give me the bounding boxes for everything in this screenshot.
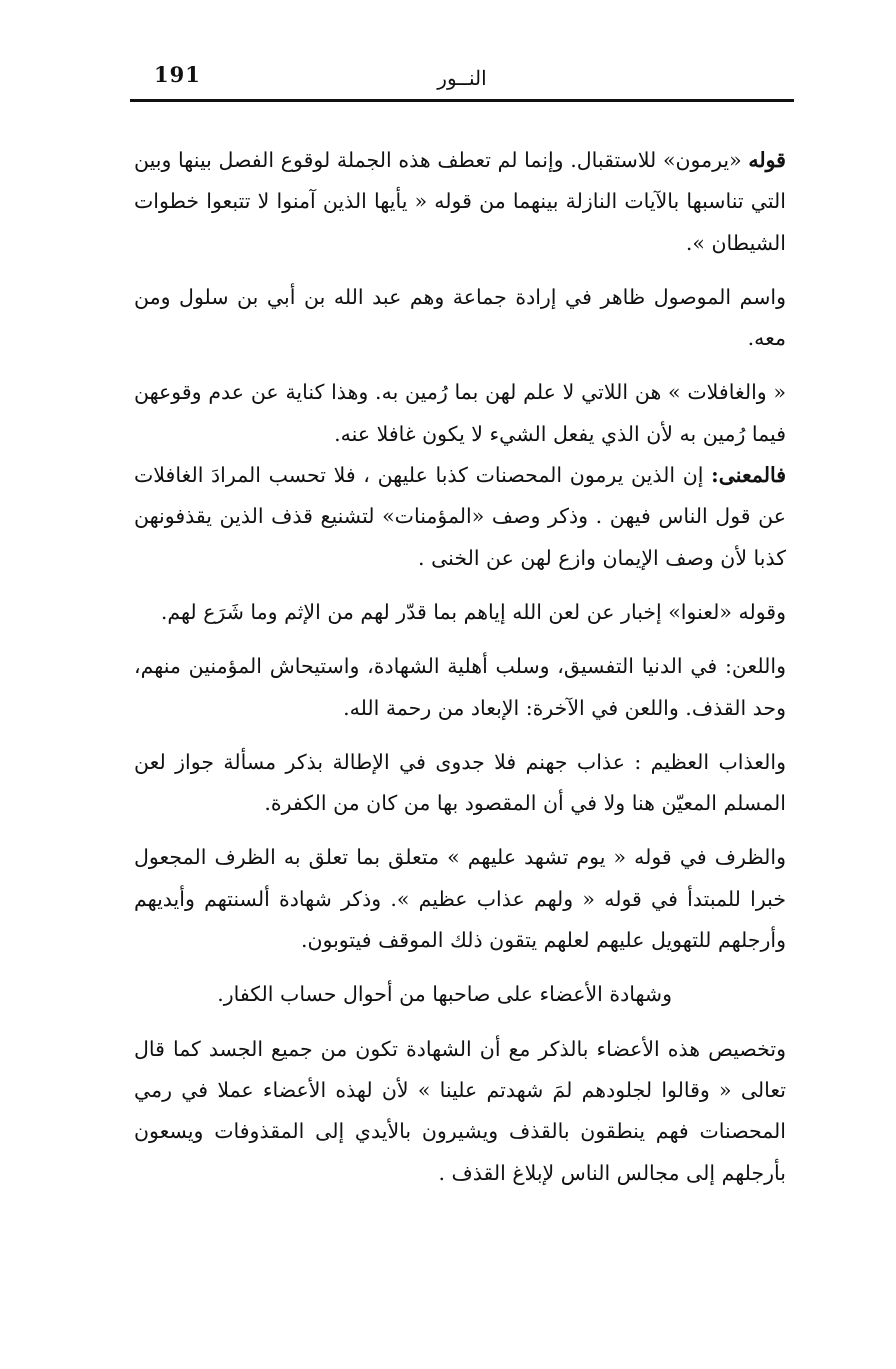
paragraph-text: وقوله «لعنوا» إخبار عن لعن الله إياهم بما قدّر لهم من الإثم وما شَرَع لهم.: [160, 599, 786, 624]
paragraph-text: وشهادة الأعضاء على صاحبها من أحوال حساب الكفار.: [217, 982, 672, 1007]
paragraph-text: والعذاب العظيم : عذاب جهنم فلا جدوى في الإطالة بذكر مسألة جواز لعن المسلم المعيّن هنا ولا في أن المقصود بها من كان من الكفرة.: [134, 749, 786, 816]
paragraph-3: [134, 372, 786, 455]
paragraph-2: [134, 277, 786, 360]
paragraph-text: إن الذين يرمون المحصنات كذبا عليهن ، فلا تحسب المرادَ الغافلات عن قول الناس فيهن . وذكر وصف «المؤمنات» لتشنيع قذف الذين يقذفونهن كذبا لأن وصف الإيمان وازع لهن عن الخنى .: [134, 463, 786, 570]
paragraph-6: [134, 646, 786, 729]
paragraph-10: [134, 1029, 786, 1194]
paragraph-8: [134, 837, 786, 961]
paragraph-text: « والغافلات » هن اللاتي لا علم لهن بما رُمين به. وهذا كناية عن عدم وقوعهن فيما رُمين به لأن الذي يفعل الشيء لا يكون غافلا عنه.: [134, 380, 786, 446]
paragraph-lead: قوله: [748, 148, 786, 172]
body-text: [134, 140, 786, 1207]
paragraph-text: والظرف في قوله « يوم تشهد عليهم » متعلق بما تعلق به الظرف المجعول خبرا للمبتدأ في قوله « ولهم عذاب عظيم ». وذكر شهادة ألسنتهم وأيديهم وأرجلهم للتهويل عليهم لعلهم يتقون ذلك الموقف فيتوبون.: [134, 845, 786, 953]
paragraph-lead: فالمعنى:: [711, 463, 786, 488]
paragraph-4: [134, 455, 786, 579]
header-rule: [130, 99, 794, 102]
paragraph-text: «يرمون» للاستقبال. وإنما لم تعطف هذه الجملة لوقوع الفصل بينها وبين التي تناسبها بالآيات النازلة بينهما من قوله « يأيها الذين آمنوا لا تتبعوا خطوات الشيطان ».: [134, 148, 786, 255]
page-header: [130, 58, 794, 102]
paragraph-text: واسم الموصول ظاهر في إرادة جماعة وهم عبد الله بن أبي بن سلول ومن معه.: [134, 284, 786, 351]
paragraph-1: [134, 140, 786, 264]
paragraph-7: [134, 742, 786, 825]
paragraph-5: [134, 592, 786, 633]
running-title: النــور: [437, 66, 487, 90]
page-number: 191: [154, 62, 201, 87]
paragraph-text: وتخصيص هذه الأعضاء بالذكر مع أن الشهادة تكون من جميع الجسد كما قال تعالى « وقالوا لجلودهم لمَ شهدتم علينا » لأن لهذه الأعضاء عملا في رمي المحصنات فهم ينطقون بالقذف ويشيرون بالأيدي إلى المقذوفات ويسعون بأرجلهم إلى مجالس الناس لإبلاغ القذف .: [134, 1036, 786, 1185]
paragraph-9: [134, 974, 786, 1015]
paragraph-text: واللعن: في الدنيا التفسيق، وسلب أهلية الشهادة، واستيحاش المؤمنين منهم، وحد القذف. واللعن في الآخرة: الإبعاد من رحمة الله.: [134, 654, 786, 720]
